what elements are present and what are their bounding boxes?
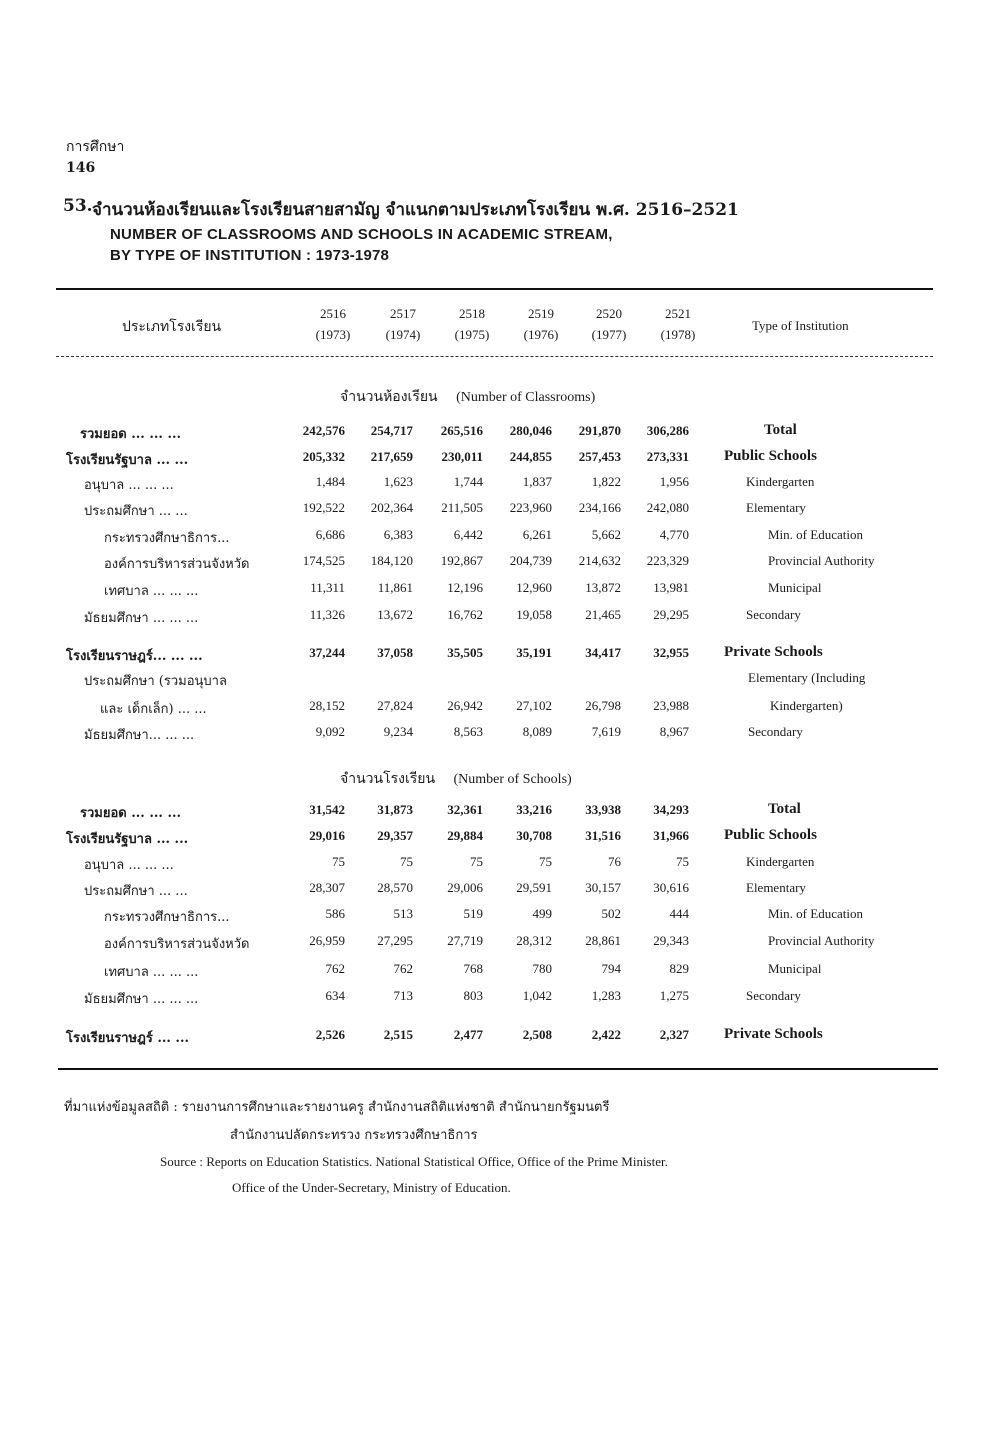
- value-cell: 28,312: [516, 933, 552, 948]
- value-cell: 513: [393, 906, 413, 921]
- table-row: [0, 724, 990, 746]
- year-header-be: 2516: [320, 306, 346, 321]
- value-cell: 75: [539, 854, 552, 869]
- value-cell: 1,956: [659, 474, 689, 489]
- row-label-en: Min. of Education: [768, 906, 863, 921]
- value-cell: 11,861: [377, 580, 413, 595]
- table-row: [0, 1027, 990, 1049]
- value-cell: 713: [393, 988, 413, 1003]
- value-cell: 29,295: [653, 607, 689, 622]
- value-cell: 204,739: [509, 553, 552, 568]
- value-cell: 499: [532, 906, 552, 921]
- row-label-thai: องค์การบริหารส่วนจังหวัด: [104, 937, 250, 952]
- value-cell: 27,295: [377, 933, 413, 948]
- section-heading-thai: จำนวนโรงเรียน: [340, 771, 436, 787]
- value-cell: 11,326: [309, 607, 345, 622]
- value-cell: 768: [463, 961, 483, 976]
- value-cell: 2,515: [383, 1027, 413, 1042]
- table-row: [0, 698, 990, 720]
- row-label-thai: เทศบาล ... ... ...: [104, 965, 199, 980]
- value-cell: 31,966: [653, 828, 689, 843]
- value-cell: 1,822: [591, 474, 621, 489]
- value-cell: 244,855: [509, 449, 552, 464]
- value-cell: 30,708: [516, 828, 552, 843]
- value-cell: 280,046: [509, 423, 552, 438]
- row-label-thai: ประถมศึกษา ... ...: [84, 884, 188, 899]
- value-cell: 444: [669, 906, 689, 921]
- value-cell: 12,196: [447, 580, 483, 595]
- year-header-be: 2518: [459, 306, 485, 321]
- row-label-en: Kindergarten: [746, 854, 815, 869]
- value-cell: 27,719: [447, 933, 483, 948]
- year-header-be: 2517: [390, 306, 416, 321]
- value-cell: 6,261: [522, 527, 552, 542]
- table-row: [0, 607, 990, 629]
- row-label-en: Min. of Education: [768, 527, 863, 542]
- table-row: [0, 449, 990, 471]
- year-header-ad: (1977): [591, 327, 627, 342]
- table-row: [0, 961, 990, 983]
- value-cell: 762: [325, 961, 345, 976]
- row-label-thai: รวมยอด ... ... ...: [80, 806, 182, 821]
- section-heading-en: (Number of Classrooms): [456, 390, 596, 405]
- value-cell: 6,442: [453, 527, 483, 542]
- source-thai-line2: สำนักงานปลัดกระทรวง กระทรวงศึกษาธิการ: [230, 1128, 478, 1143]
- value-cell: 30,157: [585, 880, 621, 895]
- table-row: [0, 988, 990, 1010]
- value-cell: 6,686: [315, 527, 345, 542]
- value-cell: 2,327: [659, 1027, 689, 1042]
- row-label-thai: และ เด็กเล็ก) ... ...: [100, 702, 207, 717]
- table-row: [0, 474, 990, 496]
- table-title-thai: จำนวนห้องเรียนและโรงเรียนสายสามัญ จำแนกตามประเภทโรงเรียน พ.ศ. 2516–2521: [92, 200, 739, 220]
- row-label-thai: องค์การบริหารส่วนจังหวัด: [104, 557, 250, 572]
- row-label-en: Secondary: [746, 988, 801, 1003]
- row-label-en: Secondary: [746, 607, 801, 622]
- row-label-en: Total: [768, 801, 801, 817]
- row-label-en: Kindergarten: [746, 474, 815, 489]
- value-cell: 28,570: [377, 880, 413, 895]
- value-cell: 35,505: [447, 645, 483, 660]
- table-row: [0, 802, 990, 824]
- value-cell: 586: [325, 906, 345, 921]
- value-cell: 502: [601, 906, 621, 921]
- row-label-en: Elementary (Including: [748, 670, 866, 685]
- table-row: [0, 828, 990, 850]
- value-cell: 5,662: [591, 527, 621, 542]
- row-label-en: Secondary: [748, 724, 803, 739]
- value-cell: 242,080: [646, 500, 689, 515]
- value-cell: 7,619: [591, 724, 621, 739]
- value-cell: 8,563: [453, 724, 483, 739]
- value-cell: 211,505: [441, 500, 483, 515]
- value-cell: 1,744: [453, 474, 483, 489]
- value-cell: 23,988: [653, 698, 689, 713]
- table-row: [0, 854, 990, 876]
- value-cell: 794: [601, 961, 621, 976]
- source-thai-line1: ที่มาแห่งข้อมูลสถิติ : รายงานการศึกษาและรายงานครู สำนักงานสถิติแห่งชาติ สำนักนายกรัฐมนตรี: [64, 1100, 610, 1115]
- value-cell: 27,102: [516, 698, 552, 713]
- column-header-type-thai: ประเภทโรงเรียน: [122, 319, 222, 335]
- value-cell: 13,872: [585, 580, 621, 595]
- row-label-en: Provincial Authority: [768, 933, 875, 948]
- source-en-line1: Source : Reports on Education Statistics. National Statistical Office, Office of the Prime Minister.: [160, 1154, 668, 1169]
- value-cell: 13,981: [653, 580, 689, 595]
- value-cell: 33,216: [516, 802, 552, 817]
- table-row: [0, 553, 990, 575]
- row-label-thai: โรงเรียนรัฐบาล ... ...: [66, 832, 189, 847]
- value-cell: 174,525: [302, 553, 345, 568]
- value-cell: 28,152: [309, 698, 345, 713]
- value-cell: 8,967: [659, 724, 689, 739]
- table-row: [0, 580, 990, 602]
- value-cell: 31,542: [309, 802, 345, 817]
- value-cell: 35,191: [516, 645, 552, 660]
- row-label-thai: เทศบาล ... ... ...: [104, 584, 199, 599]
- table-row: [0, 527, 990, 549]
- value-cell: 37,058: [377, 645, 413, 660]
- table-row: [0, 423, 990, 445]
- row-label-en: Kindergarten): [770, 698, 843, 713]
- value-cell: 4,770: [659, 527, 689, 542]
- row-label-en: Elementary: [746, 500, 806, 515]
- row-label-en: Public Schools: [724, 448, 817, 464]
- value-cell: 29,884: [447, 828, 483, 843]
- value-cell: 31,516: [585, 828, 621, 843]
- value-cell: 223,329: [646, 553, 689, 568]
- value-cell: 32,955: [653, 645, 689, 660]
- section-heading-en: (Number of Schools): [453, 772, 572, 787]
- row-label-thai: โรงเรียนราษฎร์... ... ...: [66, 649, 203, 664]
- value-cell: 12,960: [516, 580, 552, 595]
- row-label-thai: รวมยอด ... ... ...: [80, 427, 182, 442]
- value-cell: 519: [463, 906, 483, 921]
- value-cell: 27,824: [377, 698, 413, 713]
- value-cell: 34,417: [585, 645, 621, 660]
- row-label-thai: อนุบาล ... ... ...: [84, 478, 174, 493]
- value-cell: 9,092: [315, 724, 345, 739]
- value-cell: 2,477: [453, 1027, 483, 1042]
- value-cell: 26,959: [309, 933, 345, 948]
- value-cell: 762: [393, 961, 413, 976]
- value-cell: 2,422: [591, 1027, 621, 1042]
- row-label-en: Total: [764, 422, 797, 438]
- value-cell: 75: [470, 854, 483, 869]
- value-cell: 75: [676, 854, 689, 869]
- value-cell: 33,938: [585, 802, 621, 817]
- value-cell: 780: [532, 961, 552, 976]
- row-label-thai: ประถมศึกษา (รวมอนุบาล: [84, 674, 227, 689]
- value-cell: 306,286: [646, 423, 689, 438]
- value-cell: 291,870: [578, 423, 621, 438]
- value-cell: 29,357: [377, 828, 413, 843]
- value-cell: 2,508: [522, 1027, 552, 1042]
- row-label-thai: กระทรวงศึกษาธิการ...: [104, 910, 230, 925]
- value-cell: 829: [669, 961, 689, 976]
- table-bottom-rule: [58, 1068, 938, 1070]
- year-header-ad: (1978): [660, 327, 696, 342]
- value-cell: 202,364: [370, 500, 413, 515]
- value-cell: 16,762: [447, 607, 483, 622]
- value-cell: 265,516: [440, 423, 483, 438]
- value-cell: 223,960: [509, 500, 552, 515]
- row-label-en: Private Schools: [724, 644, 823, 660]
- row-label-en: Provincial Authority: [768, 553, 875, 568]
- table-row: [0, 880, 990, 902]
- value-cell: 803: [463, 988, 483, 1003]
- column-header-type-en: Type of Institution: [752, 318, 849, 333]
- value-cell: 1,042: [522, 988, 552, 1003]
- value-cell: 273,331: [646, 449, 689, 464]
- value-cell: 34,293: [653, 802, 689, 817]
- value-cell: 21,465: [585, 607, 621, 622]
- value-cell: 29,591: [516, 880, 552, 895]
- value-cell: 75: [332, 854, 345, 869]
- section-heading-classrooms: [340, 386, 595, 408]
- value-cell: 234,166: [578, 500, 621, 515]
- value-cell: 1,275: [659, 988, 689, 1003]
- table-title-en-line1: NUMBER OF CLASSROOMS AND SCHOOLS IN ACADEMIC STREAM,: [110, 226, 613, 243]
- value-cell: 26,798: [585, 698, 621, 713]
- value-cell: 254,717: [370, 423, 413, 438]
- page-number: 146: [66, 160, 96, 176]
- value-cell: 1,484: [315, 474, 345, 489]
- value-cell: 29,343: [653, 933, 689, 948]
- value-cell: 75: [400, 854, 413, 869]
- row-label-thai: โรงเรียนรัฐบาล ... ...: [66, 453, 189, 468]
- table-row: [0, 645, 990, 667]
- table-number: 53.: [63, 196, 93, 216]
- year-header-ad: (1975): [454, 327, 490, 342]
- value-cell: 257,453: [578, 449, 621, 464]
- value-cell: 76: [608, 854, 621, 869]
- row-label-thai: กระทรวงศึกษาธิการ...: [104, 531, 230, 546]
- table-title-en-line2: BY TYPE OF INSTITUTION : 1973-1978: [110, 247, 390, 264]
- value-cell: 1,837: [522, 474, 552, 489]
- row-label-en: Public Schools: [724, 827, 817, 843]
- value-cell: 217,659: [370, 449, 413, 464]
- year-header-ad: (1974): [385, 327, 421, 342]
- value-cell: 28,861: [585, 933, 621, 948]
- running-header: การศึกษา: [66, 139, 125, 155]
- value-cell: 28,307: [309, 880, 345, 895]
- source-en-line2: Office of the Under-Secretary, Ministry of Education.: [232, 1180, 511, 1195]
- year-header-ad: (1973): [315, 327, 351, 342]
- value-cell: 29,016: [309, 828, 345, 843]
- value-cell: 37,244: [309, 645, 345, 660]
- value-cell: 1,623: [383, 474, 413, 489]
- section-heading-thai: จำนวนห้องเรียน: [340, 389, 438, 405]
- value-cell: 11,311: [310, 580, 345, 595]
- year-header-be: 2520: [596, 306, 622, 321]
- value-cell: 9,234: [383, 724, 413, 739]
- table-top-rule: [56, 288, 933, 290]
- value-cell: 1,283: [591, 988, 621, 1003]
- row-label-thai: มัธยมศึกษา ... ... ...: [84, 611, 199, 626]
- value-cell: 230,011: [441, 449, 483, 464]
- table-row: [0, 933, 990, 955]
- value-cell: 192,522: [302, 500, 345, 515]
- value-cell: 30,616: [653, 880, 689, 895]
- row-label-thai: อนุบาล ... ... ...: [84, 858, 174, 873]
- value-cell: 8,089: [522, 724, 552, 739]
- row-label-en: Private Schools: [724, 1026, 823, 1042]
- value-cell: 184,120: [370, 553, 413, 568]
- row-label-en: Municipal: [768, 580, 822, 595]
- year-header-ad: (1976): [523, 327, 559, 342]
- row-label-en: Municipal: [768, 961, 822, 976]
- value-cell: 214,632: [578, 553, 621, 568]
- value-cell: 26,942: [447, 698, 483, 713]
- row-label-thai: มัธยมศึกษา... ... ...: [84, 728, 195, 743]
- table-row: [0, 670, 990, 692]
- header-divider: [56, 356, 933, 357]
- value-cell: 6,383: [383, 527, 413, 542]
- value-cell: 205,332: [302, 449, 345, 464]
- value-cell: 634: [325, 988, 345, 1003]
- section-heading-schools: [340, 768, 572, 790]
- value-cell: 31,873: [377, 802, 413, 817]
- table-row: [0, 906, 990, 928]
- table-row: [0, 500, 990, 522]
- row-label-thai: มัธยมศึกษา ... ... ...: [84, 992, 199, 1007]
- row-label-en: Elementary: [746, 880, 806, 895]
- row-label-thai: โรงเรียนราษฎร์ ... ...: [66, 1031, 190, 1046]
- value-cell: 13,672: [377, 607, 413, 622]
- year-header-be: 2519: [528, 306, 554, 321]
- year-header-be: 2521: [665, 306, 691, 321]
- value-cell: 2,526: [315, 1027, 345, 1042]
- value-cell: 32,361: [447, 802, 483, 817]
- value-cell: 29,006: [447, 880, 483, 895]
- value-cell: 192,867: [440, 553, 483, 568]
- value-cell: 19,058: [516, 607, 552, 622]
- row-label-thai: ประถมศึกษา ... ...: [84, 504, 188, 519]
- value-cell: 242,576: [302, 423, 345, 438]
